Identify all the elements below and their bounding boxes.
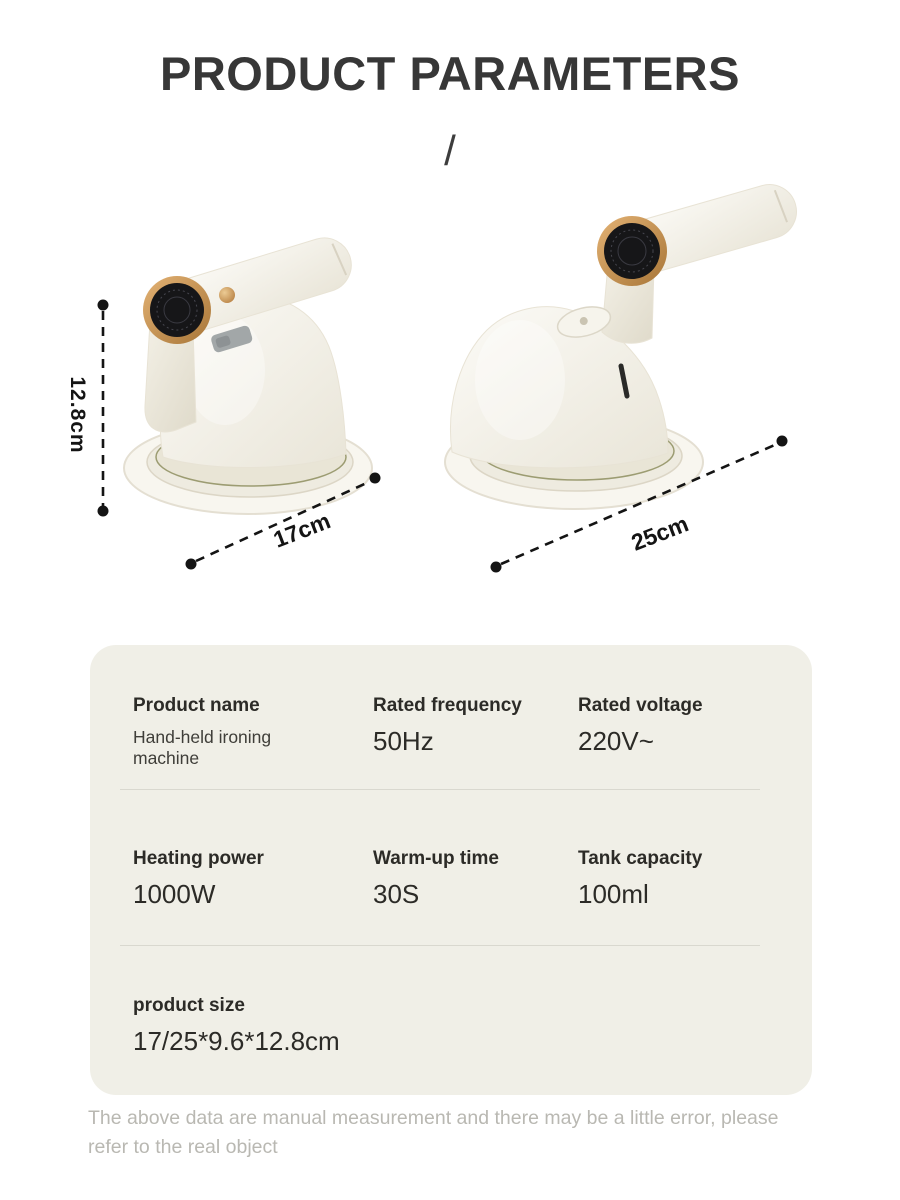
spec-card xyxy=(90,645,812,1095)
measure-line-height xyxy=(98,300,109,517)
left-iron-illustration xyxy=(124,231,372,514)
spec-divider-2 xyxy=(120,945,760,946)
page-title: PRODUCT PARAMETERS xyxy=(160,47,740,100)
spec-value-tank-capacity: 100ml xyxy=(578,879,649,909)
spec-value-product-size: 17/25*9.6*12.8cm xyxy=(133,1026,340,1056)
spec-cell-tank-capacity xyxy=(578,848,798,910)
spec-label-tank-capacity: Tank capacity xyxy=(578,848,703,869)
decorative-slash: / xyxy=(444,127,456,174)
spec-cell-rated-voltage xyxy=(578,695,798,770)
iron-illustrations xyxy=(0,170,900,600)
spec-row-2 xyxy=(133,848,798,910)
spec-value-product-name: Hand-held ironing machine xyxy=(133,727,272,769)
spec-cell-warm-up-time xyxy=(373,848,578,910)
spec-label-rated-frequency: Rated frequency xyxy=(373,695,522,716)
spec-value-rated-voltage: 220V~ xyxy=(578,726,654,756)
spec-label-heating-power: Heating power xyxy=(133,848,264,869)
spec-cell-product-size xyxy=(133,995,373,1057)
spec-row-3 xyxy=(133,995,373,1057)
spec-cell-product-name xyxy=(133,695,373,770)
spec-label-rated-voltage: Rated voltage xyxy=(578,695,703,716)
spec-value-rated-frequency: 50Hz xyxy=(373,726,434,756)
extended-length-dimension-label: 25cm xyxy=(627,510,692,556)
left-dial-face xyxy=(150,283,204,337)
height-dimension-label: 12.8cm xyxy=(66,376,89,454)
spec-cell-rated-frequency xyxy=(373,695,578,770)
product-hero xyxy=(0,170,900,600)
right-body-highlight xyxy=(475,320,565,440)
spec-label-product-size: product size xyxy=(133,995,245,1016)
left-gold-button xyxy=(219,287,235,303)
right-dial-face xyxy=(604,223,660,279)
spec-row-1 xyxy=(133,695,798,770)
folded-length-dimension-label: 17cm xyxy=(269,507,334,553)
spec-label-warm-up-time: Warm-up time xyxy=(373,848,499,869)
spec-cell-heating-power xyxy=(133,848,373,910)
spec-label-product-name: Product name xyxy=(133,695,260,716)
right-iron-illustration xyxy=(445,178,803,509)
spec-value-heating-power: 1000W xyxy=(133,879,216,909)
disclaimer-text: The above data are manual measurement and there may be a little error, please refer to the real object xyxy=(88,1107,779,1159)
spec-value-warm-up-time: 30S xyxy=(373,879,420,909)
spec-divider-1 xyxy=(120,789,760,790)
